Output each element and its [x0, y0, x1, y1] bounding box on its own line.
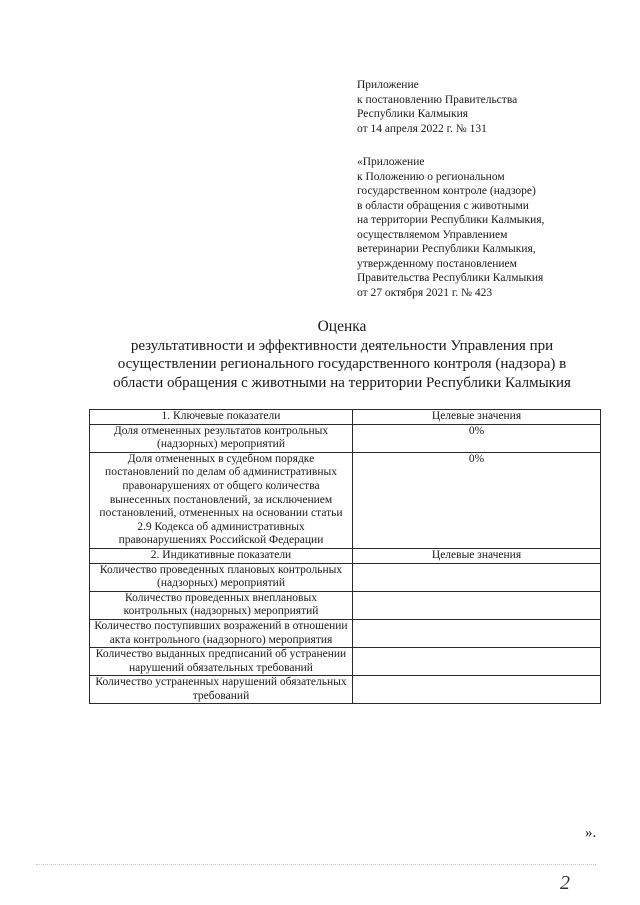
- indicator-label: Доля отмененных результатов контрольных (надзорных) мероприятий: [90, 424, 353, 452]
- section-header-row: [90, 548, 601, 563]
- regulation-line: к Положению о региональном: [357, 170, 505, 183]
- regulation-line: от 27 октября 2021 г. № 423: [357, 286, 493, 299]
- indicator-label: Количество устраненных нарушений обязательных требований: [90, 676, 353, 704]
- target-value: [353, 563, 601, 591]
- regulation-line: осуществляемом Управлением: [357, 228, 508, 241]
- indicator-label: Количество выданных предписаний об устранении нарушений обязательных требований: [90, 648, 353, 676]
- section-header-row: [90, 410, 601, 425]
- appendix-line: Республики Калмыкия: [357, 108, 469, 120]
- indicator-label: Доля отмененных в судебном порядке постановлений по делам об административных правонарушениях от общего количества вынесенных постановлений, за исключением постановлений, отмененных на основании статьи 2.9 Кодекса об административных правонарушениях Российской Федерации: [90, 452, 353, 548]
- table-row: [90, 563, 601, 591]
- closing-quote-mark: ».: [585, 825, 597, 841]
- scan-artifact-divider: [36, 864, 596, 865]
- target-value: [353, 648, 601, 676]
- regulation-line: утвержденному постановлением: [357, 257, 517, 270]
- value-header: Целевые значения: [353, 548, 601, 563]
- indicator-label: Количество проведенных плановых контрольных (надзорных) мероприятий: [90, 563, 353, 591]
- target-value: [353, 591, 601, 619]
- title-line: результативности и эффективности деятельности Управления при: [130, 337, 554, 354]
- target-value: 0%: [353, 424, 601, 452]
- regulation-line: на территории Республики Калмыкия,: [357, 214, 545, 226]
- table-row: [90, 619, 601, 647]
- title-heading: Оценка: [317, 318, 367, 335]
- page-number: 2: [560, 872, 570, 894]
- value-header: Целевые значения: [353, 410, 601, 425]
- regulation-line: государственном контроле (надзоре): [357, 185, 536, 197]
- section-header-indicative: 2. Индикативные показатели: [90, 548, 353, 563]
- appendix-line: к постановлению Правительства: [357, 93, 518, 106]
- indicator-label: Количество поступивших возражений в отношении акта контрольного (надзорного) мероприятия: [90, 619, 353, 647]
- table-row: [90, 424, 601, 452]
- target-value: [353, 619, 601, 647]
- title-line: осуществлении регионального государственного контроля (надзора) в: [117, 356, 567, 372]
- appendix-line: Приложение: [357, 79, 419, 91]
- regulation-line: в области обращения с животными: [357, 199, 529, 212]
- appendix-reference: [357, 78, 517, 136]
- target-value: 0%: [353, 452, 601, 548]
- regulation-line: «Приложение: [357, 156, 425, 168]
- indicator-label: Количество проведенных внеплановых контрольных (надзорных) мероприятий: [90, 591, 353, 619]
- table-row: [90, 676, 601, 704]
- section-header-key: 1. Ключевые показатели: [90, 410, 353, 425]
- regulation-line: ветеринарии Республики Калмыкия,: [357, 243, 536, 255]
- regulation-line: Правительства Республики Калмыкия: [357, 272, 544, 284]
- table-row: [90, 452, 601, 548]
- document-title: [60, 318, 624, 392]
- target-value: [353, 676, 601, 704]
- regulation-reference: [357, 155, 544, 300]
- table-row: [90, 591, 601, 619]
- table-row: [90, 648, 601, 676]
- appendix-line: от 14 апреля 2022 г. № 131: [357, 122, 487, 135]
- indicators-table: [89, 409, 601, 704]
- title-line: области обращения с животными на территории Республики Калмыкия: [113, 374, 571, 391]
